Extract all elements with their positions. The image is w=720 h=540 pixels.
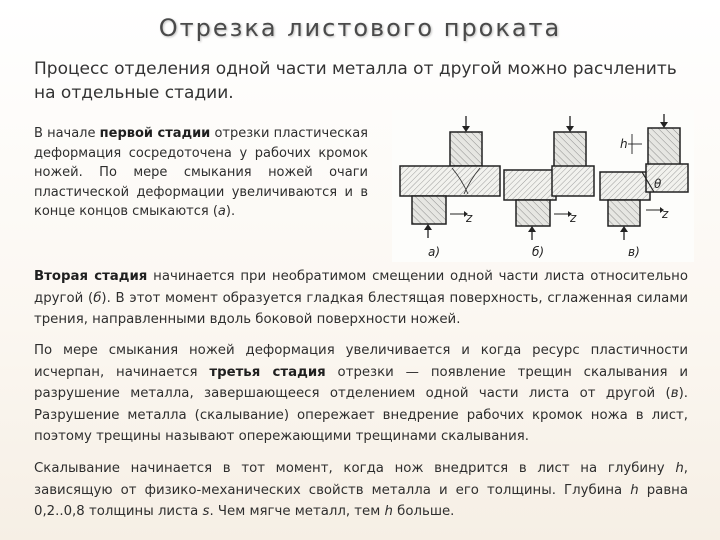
symbol-h: h — [675, 461, 684, 476]
text: начинается при необратимом смещении одной части листа относительно другой ( — [34, 269, 688, 306]
paragraph-second-stage — [34, 266, 688, 331]
intro-text: Процесс отделения одной части металла от другой можно расчленить на отдельные стадии. — [34, 59, 677, 103]
shearing-diagram — [392, 110, 694, 262]
stage-label-c: в) — [628, 245, 640, 259]
symbol-s: s — [202, 504, 210, 519]
z-label-b: z — [570, 211, 577, 225]
text: ). — [225, 204, 236, 219]
page-title: Отрезка листового проката — [158, 14, 562, 42]
paragraph-shearing-depth — [34, 458, 688, 523]
stage-b — [504, 116, 594, 240]
text: , зависящую от физико-механических свойств металла и его толщины. Глубина — [34, 461, 688, 498]
z-label-a: z — [466, 211, 473, 225]
stage-label-b: б) — [532, 245, 545, 259]
text: По мере смыкания ножей деформация увеличивается и когда ресурс пластичности исчерпан, начинается — [34, 343, 688, 380]
stage-a — [400, 116, 500, 238]
stage-label-a: а) — [428, 245, 441, 259]
text: равна 0,2..0,8 толщины листа — [34, 482, 688, 519]
symbol-h: h — [384, 504, 393, 519]
figure-ref: а — [217, 204, 226, 219]
shearing-stages-figure — [392, 110, 694, 262]
text: больше. — [392, 504, 455, 519]
keyword: Вторая стадия — [34, 269, 148, 284]
keyword: первой стадии — [99, 126, 211, 141]
h-label: h — [620, 137, 628, 151]
stage-c — [600, 114, 688, 240]
text: Скалывание начинается в тот момент, когда нож внедрится в лист на глубину — [34, 461, 676, 476]
paragraph-first-stage — [34, 124, 368, 222]
text: ). В этот момент образуется гладкая блестящая поверхность, сглаженная силами трения, направленными вдоль боковой поверхности ножей. — [34, 290, 688, 327]
z-label-c: z — [662, 207, 669, 221]
paragraph-third-stage — [34, 340, 688, 448]
theta-label: θ — [654, 177, 662, 191]
text: ). Разрушение металла (скалывание) опережает внедрение рабочих кромок ножа в лист, поэтому трещины называют опережающими трещинами скалывания. — [34, 386, 688, 444]
symbol-h: h — [630, 482, 639, 498]
text: отрезки пластическая деформация сосредоточена у рабочих кромок ножей. По мере смыкания ножей очаги пластической деформации увеличиваются и в конце концов смыкаются ( — [34, 126, 368, 219]
text: В начале — [34, 126, 100, 141]
text: отрезки — появление трещин скалывания и разрушение металла, завершающееся отделением одной части листа от другой ( — [34, 364, 688, 401]
text: . Чем мягче металл, тем — [209, 504, 385, 519]
figure-ref: б — [93, 290, 102, 306]
figure-ref: в — [670, 386, 679, 401]
keyword: третья стадия — [209, 364, 326, 380]
